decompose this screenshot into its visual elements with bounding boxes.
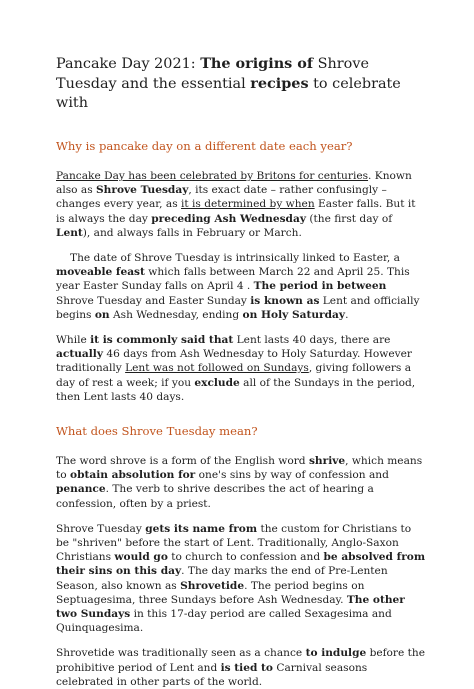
text-run: Easter falls. But it is always the day [56, 198, 416, 225]
text-run: , which means to [56, 455, 423, 482]
text-run: exclude [194, 376, 240, 389]
text-run: before the prohibitive period of Lent and [56, 647, 425, 674]
paragraph-moveable-feast [56, 251, 426, 322]
text-run: Shrovetide [180, 579, 245, 592]
paragraph-shrive [56, 454, 426, 511]
text-run: 46 days from Ash Wednesday to Holy Saturday. However traditionally [56, 348, 412, 375]
text-run: to indulge [305, 647, 367, 660]
text-run: in this 17-day period are called Sexagesima and Quinquagesima. [56, 608, 392, 635]
text-run: Shrove Tuesday and the essential [56, 56, 369, 92]
text-run: . The day marks the end of Pre-Lenten Season, also known as [56, 565, 388, 592]
text-run: be absolved from their sins on this day [56, 551, 426, 578]
text-run: on [94, 308, 110, 321]
text-run: shrive [308, 455, 346, 468]
document-title [56, 54, 426, 113]
paragraph-indulge [56, 646, 426, 689]
text-run: to celebrate with [56, 76, 401, 111]
paragraph-lent-days [56, 333, 426, 404]
text-run: The other two Sundays [56, 593, 405, 621]
text-run: actually [56, 348, 103, 361]
text-run: Shrovetide was traditionally seen as a chance [56, 647, 306, 660]
text-run: it is determined by when [181, 198, 315, 211]
text-run: is tied to [220, 661, 273, 674]
paragraph-shrovetide [56, 522, 426, 636]
text-run: Pancake Day 2021: [56, 56, 201, 72]
text-run: Lent lasts 40 days, there are [233, 334, 391, 347]
section-heading-pancake-date: Why is pancake day on a different date each year? [56, 139, 353, 153]
text-run: all of the Sundays in the period, then Lent lasts 40 days. [56, 376, 416, 403]
text-run: on Holy Saturday [242, 308, 346, 321]
text-run: . Known also as [56, 170, 412, 197]
text-run: the custom for Christians to be "shriven" before the start of Lent. Traditionally, Anglo-Saxon Christians [56, 522, 412, 564]
text-run: Lent was not followed on Sundays [125, 362, 309, 375]
text-run: Carnival seasons celebrated in other parts of the world. [56, 661, 368, 688]
text-run: to church to confession and [167, 551, 324, 564]
section-heading-shrove-meaning: What does Shrove Tuesday mean? [56, 424, 258, 439]
text-run: Shrove Tuesday [96, 184, 189, 197]
text-run: it is commonly said that [90, 334, 234, 347]
text-run: , its exact date – rather confusingly – changes every year, as [56, 184, 387, 211]
paragraph-celebrated [56, 169, 426, 240]
text-run: The period in between [253, 280, 387, 293]
text-run: Lent and officially begins [56, 294, 420, 321]
text-run: . [345, 308, 349, 321]
text-run: . The verb to shrive describes the act of hearing a confession, often by a priest. [56, 483, 374, 510]
text-run: would go [114, 551, 168, 564]
text-run: The date of Shrove Tuesday is intrinsically linked to Easter, a [70, 252, 400, 265]
text-run: . The period begins on Septuagesima, three Sundays before Ash Wednesday. [56, 579, 365, 606]
text-run: The word shrove is a form of the English word [56, 455, 309, 468]
text-run: which falls between March 22 and April 25. This year Easter Sunday falls on April 4 . [56, 266, 410, 293]
text-run: recipes [250, 75, 309, 92]
text-run: The origins of [200, 55, 314, 72]
text-run: (the first day of [306, 212, 393, 225]
text-run: penance [56, 483, 106, 496]
text-run: Shrove Tuesday [56, 522, 146, 535]
text-run: While [56, 334, 91, 347]
text-run: one's sins by way of confession and [195, 469, 389, 482]
text-run: Pancake Day has been celebrated by Britons for centuries [56, 170, 369, 182]
text-run: obtain absolution for [70, 469, 196, 482]
text-run: , giving followers a day of rest a week; if you [56, 362, 412, 389]
text-run: preceding Ash Wednesday [151, 212, 306, 225]
text-run: is known as [250, 294, 320, 307]
text-run: gets its name from [145, 522, 258, 535]
text-run: Lent [56, 226, 83, 239]
text-run: moveable feast [56, 266, 145, 279]
text-run: ), and always falls in February or March. [82, 226, 302, 239]
text-run: Shrove Tuesday and Easter Sunday [56, 294, 251, 307]
text-run: Ash Wednesday, ending [109, 308, 243, 321]
